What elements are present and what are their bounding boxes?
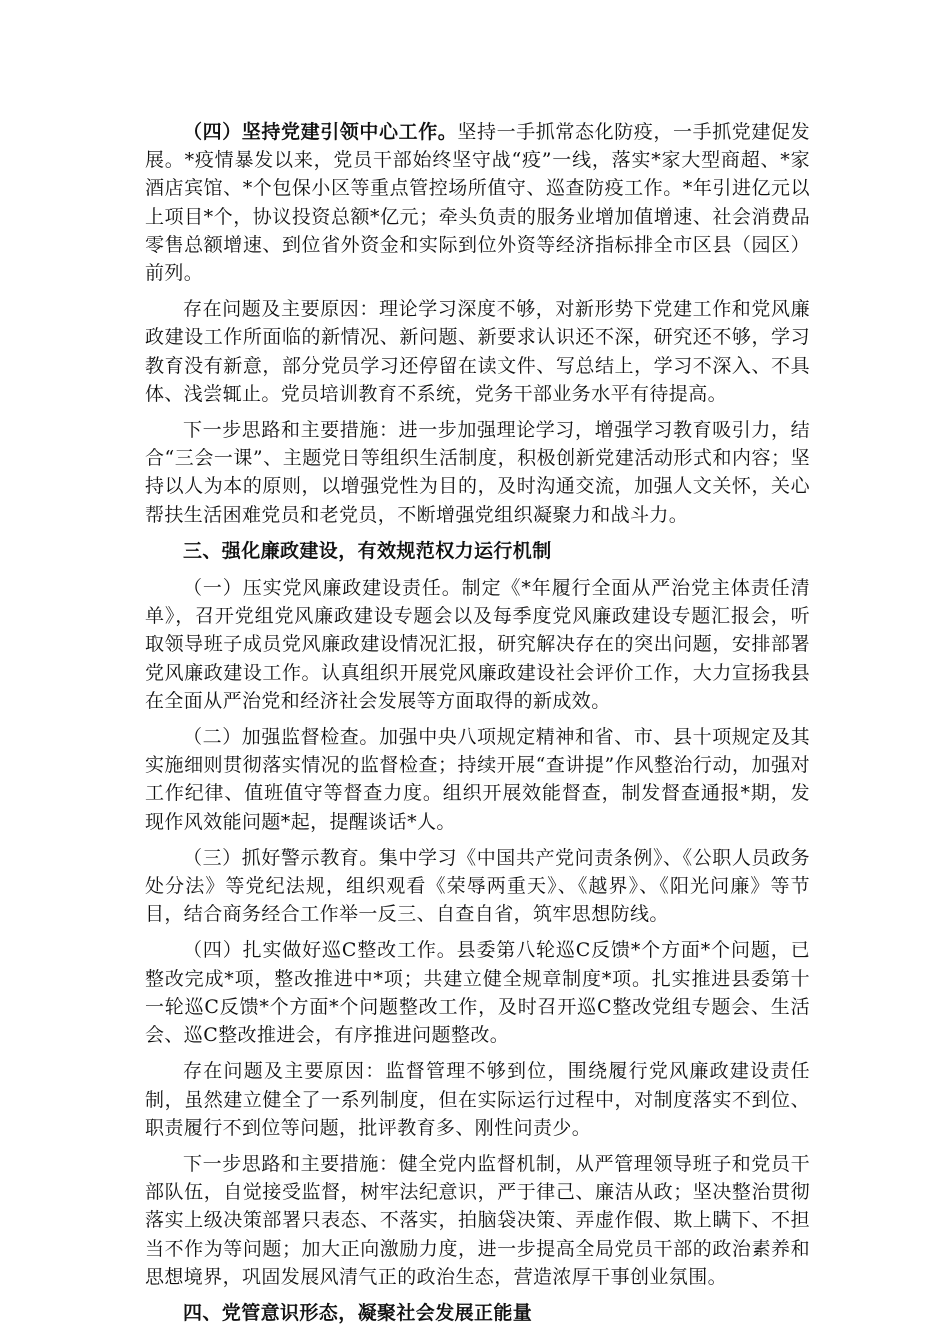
paragraph-warning-education: （三）抓好警示教育。集中学习《中国共产党问责条例》、《公职人员政务处分法》等党纪法规，组织观看《荣辱两重天》、《越界》、《阳光问廉》等节目，结合商务经合工作举一反三、自查自省，筑牢思想防线。 [145, 846, 810, 926]
paragraph-responsibility: （一）压实党风廉政建设责任。制定《*年履行全面从严治党主体责任清单》，召开党组党风廉政建设专题会以及每季度党风廉政建设专题汇报会，听取领导班子成员党风廉政建设情况汇报，研究解决存在的突出问题，安排部署党风廉政建设工作。认真组织开展党风廉政建设社会评价工作，大力宣扬我县在全面从严治党和经济社会发展等方面取得的新成效。 [145, 577, 810, 712]
document-body [145, 118, 810, 1336]
section-heading-4: 四、党管意识形态，凝聚社会发展正能量 [183, 1301, 533, 1324]
paragraph-inspection-rectification: （四）扎实做好巡C整改工作。县委第八轮巡C反馈*个方面*个问题，已整改完成*项，整改推进中*项；共建立健全规章制度*项。扎实推进县委第十一轮巡C反馈*个方面*个问题整改工作，及时召开巡C整改党组专题会、生活会、巡C整改推进会，有序推进问题整改。 [145, 939, 810, 1047]
paragraph-problems-2: 存在问题及主要原因：监督管理不够到位，围绕履行党风廉政建设责任制，虽然建立健全了一系列制度，但在实际运行过程中，对制度落实不到位、职责履行不到位等问题，批评教育多、刚性问责少。 [145, 1060, 810, 1139]
paragraph-party-building-center [145, 118, 810, 287]
paragraph-problems-1: 存在问题及主要原因：理论学习深度不够，对新形势下党建工作和党风廉政建设工作所面临的新情况、新问题、新要求认识还不深，研究还不够，学习教育没有新意，部分党员学习还停留在读文件、写总结上，学习不深入、不具体、浅尝辄止。党员培训教育不系统，党务干部业务水平有待提高。 [145, 298, 810, 405]
paragraph-measures-1: 下一步思路和主要措施：进一步加强理论学习，增强学习教育吸引力，结合“三会一课”、主题党日等组织生活制度，积极创新党建活动形式和内容；坚持以人为本的原则，以增强党性为目的，及时沟通交流，加强人文关怀，关心帮扶生活困难党员和老党员，不断增强党组织凝聚力和战斗力。 [145, 419, 810, 526]
section-heading-3: 三、强化廉政建设，有效规范权力运行机制 [183, 539, 552, 562]
paragraph-measures-2: 下一步思路和主要措施：健全党内监督机制，从严管理领导班子和党员干部队伍，自觉接受监督，树牢法纪意识，严于律己、廉洁从政；坚决整治贯彻落实上级决策部署只表态、不落实，拍脑袋决策、弄虚作假、欺上瞒下、不担当不作为等问题；加大正向激励力度，进一步提高全局党员干部的政治素养和思想境界，巩固发展风清气正的政治生态，营造浓厚干事创业氛围。 [145, 1152, 810, 1288]
paragraph-supervision: （二）加强监督检查。加强中央八项规定精神和省、市、县十项规定及其实施细则贯彻落实情况的监督检查；持续开展“查讲提”作风整治行动，加强对工作纪律、值班值守等督查力度。组织开展效能督查，制发督查通报*期，发现作风效能问题*起，提醒谈话*人。 [145, 726, 810, 833]
paragraph-lead: （四）坚持党建引领中心工作。 [183, 121, 458, 143]
paragraph-text: 坚持一手抓常态化防疫，一手抓党建促发展。*疫情暴发以来，党员干部始终坚守战“疫”一线，落实*家大型商超、*家酒店宾馆、*个包保小区等重点管控场所值守、巡查防疫工作。*年引进亿元以上项目*个，协议投资总额*亿元；牵头负责的服务业增加值增速、社会消费品零售总额增速、到位省外资金和实际到位外资等经济指标排全市区县（园区）前列。 [145, 121, 811, 285]
